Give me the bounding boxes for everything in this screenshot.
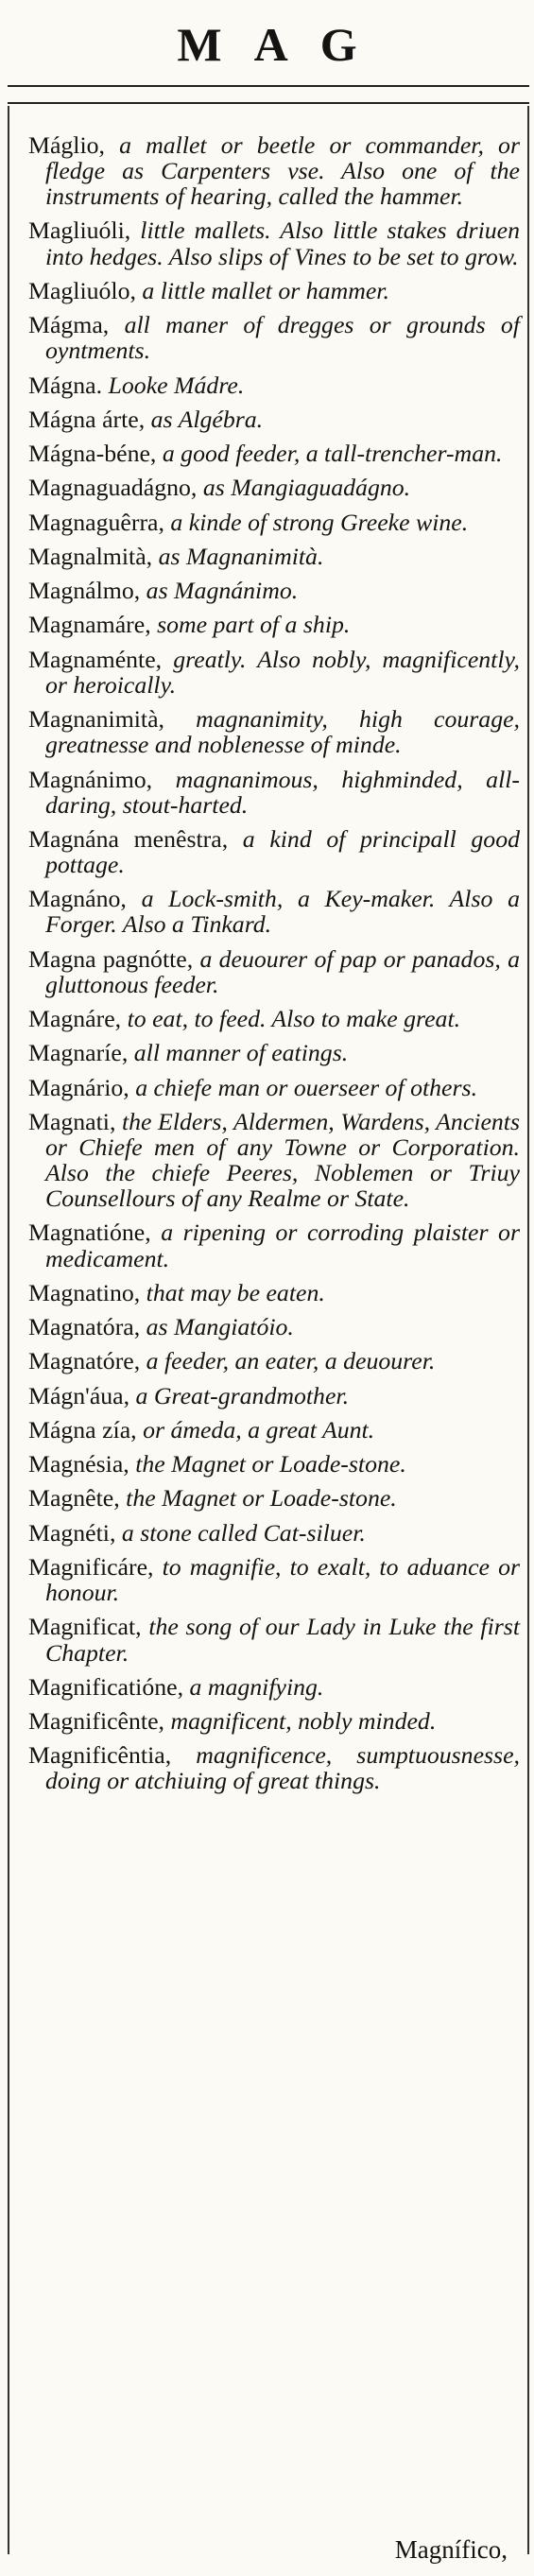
dictionary-entry xyxy=(28,767,520,818)
dictionary-entry xyxy=(28,1742,520,1793)
entry-headword: Magnati, xyxy=(28,1107,116,1135)
entry-definition: a stone called Cat-siluer. xyxy=(121,1518,366,1547)
dictionary-entry xyxy=(28,1075,520,1100)
entry-headword: Magnatóra, xyxy=(28,1313,141,1341)
dictionary-entry xyxy=(28,1708,520,1734)
dictionary-entry xyxy=(28,1554,520,1605)
entry-definition: all maner of dregges or grounds of oyntments. xyxy=(45,311,520,365)
dictionary-entry xyxy=(28,1417,520,1443)
entry-headword: Mágna. xyxy=(28,371,103,399)
entry-headword: Magnificatióne, xyxy=(28,1672,184,1701)
entry-definition: a Great-grandmother. xyxy=(135,1381,350,1409)
entry-definition: a mallet or beetle or commander, or fledge as Carpenters vse. Also one of the instruments of hearing, called the hammer. xyxy=(45,131,520,211)
dictionary-entry xyxy=(28,312,520,363)
entry-definition: a little mallet or hammer. xyxy=(142,276,389,304)
entry-definition: some part of a ship. xyxy=(157,611,351,639)
entry-definition: as Mangiaguadágno. xyxy=(202,474,411,502)
dictionary-entry xyxy=(28,1219,520,1271)
entry-headword: Magnáno, xyxy=(28,885,127,913)
dictionary-entry xyxy=(28,1674,520,1700)
dictionary-entry xyxy=(28,1006,520,1031)
dictionary-entry xyxy=(28,1520,520,1546)
entry-headword: Mágma, xyxy=(28,311,110,339)
dictionary-entry xyxy=(28,826,520,877)
entry-definition: to eat, to feed. Also to make great. xyxy=(127,1005,461,1032)
dictionary-entry xyxy=(28,475,520,500)
dictionary-entry xyxy=(28,1314,520,1340)
entry-headword: Magnálmo, xyxy=(28,577,141,605)
entry-headword: Mágna árte, xyxy=(28,405,146,433)
entry-definition: a Lock-smith, a Key-maker. Also a Forger. Also a Tinkard. xyxy=(45,885,520,939)
dictionary-entry xyxy=(28,544,520,569)
entry-definition: all manner of eatings. xyxy=(133,1039,349,1067)
dictionary-entry xyxy=(28,1348,520,1374)
entry-definition: a kinde of strong Greeke wine. xyxy=(170,508,469,536)
entry-definition: as Algébra. xyxy=(150,405,264,433)
entry-headword: Magnésia, xyxy=(28,1450,129,1478)
dictionary-entry xyxy=(28,1383,520,1409)
entry-headword: Máglio, xyxy=(28,131,105,159)
entry-definition: a kind of principall good pottage. xyxy=(45,824,520,878)
entry-headword: Magnatino, xyxy=(28,1278,141,1306)
entry-headword: Magnáre, xyxy=(28,1005,122,1032)
entry-definition: the song of our Lady in Luke the first Chapter. xyxy=(45,1613,520,1667)
entry-definition: a deuourer of pap or panados, a gluttonous feeder. xyxy=(45,944,520,998)
entry-list xyxy=(28,132,520,1803)
dictionary-entry xyxy=(28,1109,520,1211)
entry-definition: a magnifying. xyxy=(189,1672,324,1701)
dictionary-entry xyxy=(28,886,520,937)
entry-headword: Magnificêntia, xyxy=(28,1741,172,1770)
entry-definition: a good feeder, a tall-trencher-man. xyxy=(162,440,503,468)
entry-headword: Magnatóre, xyxy=(28,1347,141,1375)
dictionary-entry xyxy=(28,406,520,432)
entry-definition: magnanimity, high courage, greatnesse and noblenesse of minde. xyxy=(45,705,520,759)
entry-headword: Magnéti, xyxy=(28,1518,116,1547)
entry-headword: Magnalmità, xyxy=(28,542,153,570)
dictionary-entry xyxy=(28,510,520,535)
entry-headword: Magnánimo, xyxy=(28,765,153,793)
entry-headword: Magliuóli, xyxy=(28,216,131,245)
entry-headword: Magnaguadágno, xyxy=(28,474,198,502)
dictionary-entry xyxy=(28,1280,520,1305)
entry-definition: magnificent, nobly minded. xyxy=(170,1707,437,1736)
entry-headword: Magnaménte, xyxy=(28,645,163,673)
dictionary-entry xyxy=(28,647,520,698)
dictionary-entry xyxy=(28,217,520,268)
dictionary-entry xyxy=(28,441,520,466)
entry-definition: or ámeda, a great Aunt. xyxy=(143,1415,375,1444)
entry-headword: Magliuólo, xyxy=(28,276,136,304)
entry-definition: to magnifie, to exalt, to aduance or honour. xyxy=(45,1553,521,1607)
entry-headword: Magnanimità, xyxy=(28,705,164,734)
entry-headword: Magnificáre, xyxy=(28,1553,154,1582)
left-column-rule xyxy=(8,106,9,2554)
dictionary-entry xyxy=(28,132,520,209)
dictionary-entry xyxy=(28,1040,520,1065)
entry-headword: Magnaríe, xyxy=(28,1039,129,1067)
entry-definition: the Magnet or Loade-stone. xyxy=(126,1484,397,1513)
entry-definition: the Magnet or Loade-stone. xyxy=(135,1450,406,1478)
entry-headword: Magnatióne, xyxy=(28,1219,151,1247)
dictionary-entry xyxy=(28,278,520,303)
entry-headword: Magnificat, xyxy=(28,1613,142,1641)
entry-definition: a chiefe man or ouerseer of others. xyxy=(135,1073,478,1101)
entry-headword: Magnête, xyxy=(28,1484,120,1513)
right-column-rule xyxy=(527,106,529,2554)
dictionary-entry xyxy=(28,1614,520,1665)
entry-definition: Looke Mádre. xyxy=(108,371,245,399)
entry-definition: a feeder, an eater, a deuourer. xyxy=(146,1347,436,1375)
page-header: MAG xyxy=(177,18,389,71)
entry-definition: as Magnánimo. xyxy=(146,577,299,605)
entry-headword: Magnamáre, xyxy=(28,611,151,639)
dictionary-entry xyxy=(28,1451,520,1477)
header-rule-lower xyxy=(8,102,529,104)
dictionary-entry xyxy=(28,612,520,637)
dictionary-entry xyxy=(28,1485,520,1511)
entry-headword: Magnána menêstra, xyxy=(28,824,229,853)
entry-headword: Magna pagnótte, xyxy=(28,944,194,973)
header-rule xyxy=(8,85,529,87)
entry-definition: the Elders, Aldermen, Wardens, Ancients or Chiefe men of any Towne or Corporation. Also the chiefe Peeres, Noblemen or Triuy Counsellours of any Realme or State. xyxy=(45,1107,520,1213)
dictionary-entry xyxy=(28,706,520,757)
dictionary-entry xyxy=(28,946,520,997)
entry-headword: Mágn'áua, xyxy=(28,1381,130,1409)
entry-headword: Magnário, xyxy=(28,1073,129,1101)
entry-headword: Magnaguêrra, xyxy=(28,508,164,536)
entry-definition: that may be eaten. xyxy=(146,1278,325,1306)
entry-headword: Magnificênte, xyxy=(28,1707,164,1736)
entry-definition: magnificence, sumptuousnesse, doing or atchiuing of great things. xyxy=(45,1741,520,1795)
entry-definition: a ripening or corroding plaister or medicament. xyxy=(45,1219,520,1272)
entry-definition: little mallets. Also little stakes driuen into hedges. Also slips of Vines to be set to grow. xyxy=(45,216,520,270)
catchword: Magnífico, xyxy=(394,2535,508,2564)
dictionary-entry xyxy=(28,372,520,398)
entry-definition: magnanimous, highminded, all-daring, stout-harted. xyxy=(45,765,520,819)
entry-headword: Mágna zía, xyxy=(28,1415,137,1444)
entry-definition: greatly. Also nobly, magnificently, or heroically. xyxy=(45,645,520,699)
entry-definition: as Magnanimità. xyxy=(158,542,324,570)
dictionary-entry xyxy=(28,578,520,603)
entry-definition: as Mangiatóio. xyxy=(146,1313,294,1341)
entry-headword: Mágna-béne, xyxy=(28,440,157,468)
